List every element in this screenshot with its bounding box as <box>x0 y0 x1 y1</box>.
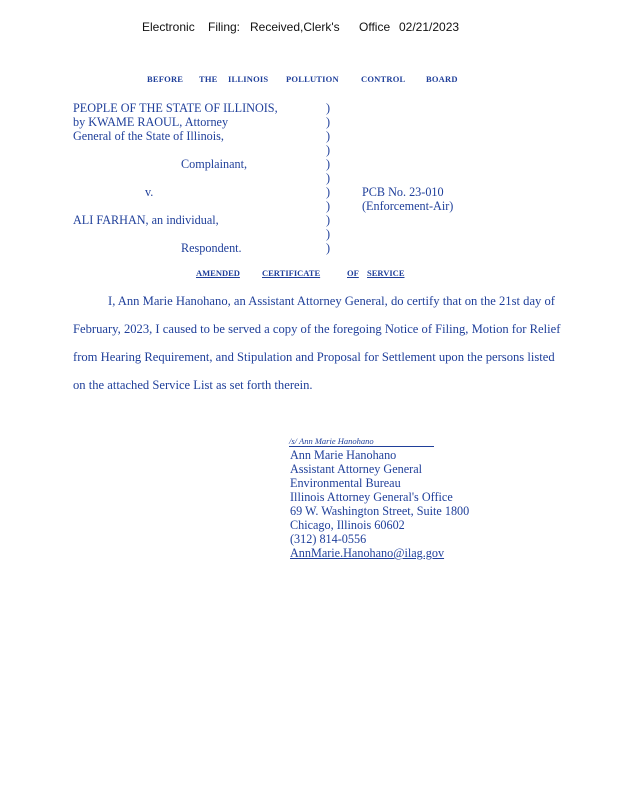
caption-paren: ) <box>326 115 331 129</box>
signer-office: Illinois Attorney General's Office <box>290 490 453 504</box>
filing-stamp-word: Electronic <box>142 20 195 34</box>
certificate-title-word: SERVICE <box>367 268 405 278</box>
filing-stamp-word: Office <box>359 20 391 34</box>
caption-paren: ) <box>326 171 331 185</box>
caption-paren: ) <box>326 241 331 255</box>
filing-date: 02/21/2023 <box>399 20 460 34</box>
caption-paren: ) <box>326 129 331 143</box>
versus-label: v. <box>145 185 154 199</box>
signer-email-link[interactable]: AnnMarie.Hanohano@ilag.gov <box>290 546 445 560</box>
case-type: (Enforcement-Air) <box>362 199 454 213</box>
caption-paren: ) <box>326 101 331 115</box>
board-heading-word: POLLUTION <box>286 74 339 84</box>
caption-paren: ) <box>326 213 331 227</box>
board-heading-word: BOARD <box>426 74 458 84</box>
caption-paren: ) <box>326 227 331 241</box>
plaintiff-line: General of the State of Illinois, <box>73 129 224 143</box>
signer-phone: (312) 814-0556 <box>290 532 367 546</box>
filing-stamp-word: Filing: <box>208 20 241 34</box>
caption-paren: ) <box>326 185 331 199</box>
plaintiff-line: PEOPLE OF THE STATE OF ILLINOIS, <box>73 101 278 115</box>
signer-address-city: Chicago, Illinois 60602 <box>290 518 405 532</box>
electronic-signature: /s/ Ann Marie Hanohano <box>289 436 434 447</box>
filing-stamp-word: Received,Clerk's <box>250 20 340 34</box>
certificate-title-word: OF <box>347 268 359 278</box>
board-heading-word: THE <box>199 74 218 84</box>
body-line: on the attached Service List as set forth therein. <box>73 378 313 392</box>
complainant-label: Complainant, <box>181 157 248 171</box>
body-line: February, 2023, I caused to be served a copy of the foregoing Notice of Filing, Motion for Relief <box>73 322 561 336</box>
signer-address-street: 69 W. Washington Street, Suite 1800 <box>290 504 470 518</box>
caption-paren: ) <box>326 199 331 213</box>
body-line: from Hearing Requirement, and Stipulation and Proposal for Settlement upon the persons listed <box>73 350 555 364</box>
board-heading-word: CONTROL <box>361 74 406 84</box>
caption-paren: ) <box>326 157 331 171</box>
board-heading-word: BEFORE <box>147 74 184 84</box>
body-line: I, Ann Marie Hanohano, an Assistant Attorney General, do certify that on the 21st day of <box>108 294 555 308</box>
certificate-title-word: CERTIFICATE <box>262 268 321 278</box>
board-heading-word: ILLINOIS <box>228 74 269 84</box>
signer-title: Assistant Attorney General <box>290 462 423 476</box>
caption-paren: ) <box>326 143 331 157</box>
plaintiff-line: by KWAME RAOUL, Attorney <box>73 115 229 129</box>
case-number: PCB No. 23-010 <box>362 185 444 199</box>
certificate-title-word: AMENDED <box>196 268 240 278</box>
respondent-label: Respondent. <box>181 241 242 255</box>
signer-name: Ann Marie Hanohano <box>290 448 397 462</box>
signer-bureau: Environmental Bureau <box>290 476 401 490</box>
defendant-line: ALI FARHAN, an individual, <box>73 213 219 227</box>
